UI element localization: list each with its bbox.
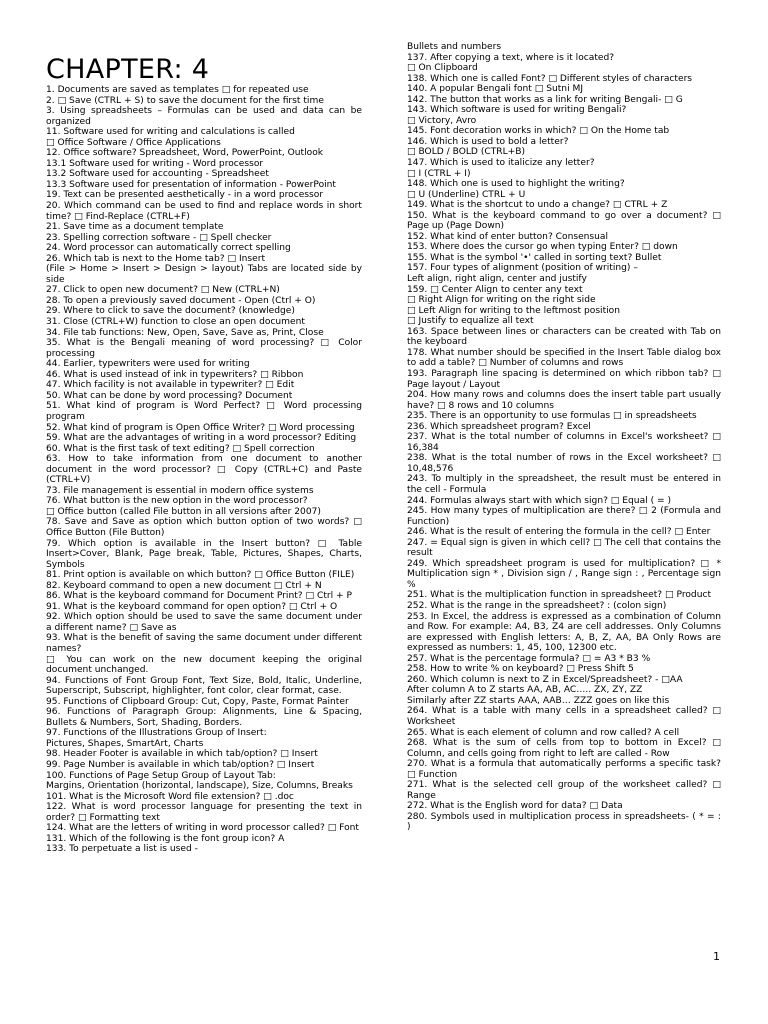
- document-line: 253. In Excel, the address is expressed as a combination of Column and Row. For example: A4, B3, Z4 are cell addresses. Only Columns are expressed with English letters: A, B, Z, AA, BA Only Rows are expressed as numbers: 1, 45, 100, 12300 etc.: [407, 611, 721, 654]
- document-line: 29. Where to click to save the document? (knowledge): [46, 306, 295, 317]
- document-line: □ Right Align for writing on the right side: [407, 295, 596, 306]
- document-line: 270. What is a formula that automatically performs a specific task? □ Function: [407, 759, 721, 780]
- document-line: 50. What can be done by word processing? Document: [46, 390, 293, 401]
- document-line: 268. What is the sum of cells from top to bottom in Excel? □ Column, and cells going from right to left are called - Row: [407, 738, 721, 759]
- document-line: 47. Which facility is not available in typewriter? □ Edit: [46, 380, 295, 391]
- document-line: 78. Save and Save as option which button option of two words? □ Office Button (File Button): [46, 517, 362, 538]
- document-line: 159. □ Center Align to center any text: [407, 284, 583, 295]
- document-line: 143. Which software is used for writing Bengali?: [407, 105, 627, 116]
- document-line: 1. Documents are saved as templates □ for repeated use: [46, 85, 309, 95]
- document-line: 100. Functions of Page Setup Group of Layout Tab:: [46, 770, 276, 781]
- document-line: 13.1 Software used for writing - Word processor: [46, 158, 264, 169]
- document-line: 243. To multiply in the spreadsheet, the result must be entered in the cell - Formula: [407, 474, 721, 495]
- document-line: 19. Text can be presented aesthetically - in a word processor: [46, 190, 324, 201]
- document-line: 124. What are the letters of writing in word processor called? □ Font: [46, 823, 359, 834]
- document-line: Margins, Orientation (horizontal, landscape), Size, Columns, Breaks: [46, 781, 353, 792]
- document-line: 153. Where does the cursor go when typing Enter? □ down: [407, 242, 678, 253]
- document-line: 145. Font decoration works in which? □ On the Home tab: [407, 126, 670, 137]
- document-line: □ Victory, Avro: [407, 115, 477, 126]
- document-line: 280. Symbols used in multiplication process in spreadsheets- ( * = : ): [407, 811, 721, 833]
- document-line: 204. How many rows and columns does the insert table part usually have? □ 8 rows and 10 columns: [407, 390, 721, 411]
- document-line: □ You can work on the new document keeping the original document unchanged.: [46, 654, 362, 676]
- document-line: 27. Click to open new document? □ New (CTRL+N): [46, 285, 280, 296]
- document-line: 63. How to take information from one document to another document in the word processor? □ Copy (CTRL+C) and Paste (CTRL+V): [46, 454, 362, 486]
- document-line: □ Left Align for writing to the leftmost position: [407, 305, 620, 316]
- document-line: 91. What is the keyboard command for open option? □ Ctrl + O: [46, 601, 338, 612]
- document-line: 52. What kind of program is Open Office Writer? □ Word processing: [46, 422, 355, 433]
- document-line: 133. To perpetuate a list is used -: [46, 844, 198, 855]
- document-line: 93. What is the benefit of saving the same document under different names?: [46, 633, 362, 654]
- document-line: 99. Page Number is available in which tab/option? □ Insert: [46, 760, 315, 770]
- document-line: 238. What is the total number of rows in the Excel worksheet? □ 10,48,576: [407, 453, 721, 474]
- left-column: [46, 42, 362, 855]
- document-line: 12. Office software? Spreadsheet, Word, PowerPoint, Outlook: [46, 148, 324, 159]
- document-line: □ Office button (called File button in all versions after 2007): [46, 506, 321, 517]
- document-line: 137. After copying a text, where is it located?: [407, 52, 615, 63]
- document-line: 271. What is the selected cell group of the worksheet called? □ Range: [407, 780, 721, 801]
- document-line: 178. What number should be specified in the Insert Table dialog box to add a table? □ Number of columns and rows: [407, 347, 721, 369]
- document-line: 97. Functions of the Illustrations Group of Insert:: [46, 728, 267, 739]
- document-line: Pictures, Shapes, SmartArt, Charts: [46, 738, 204, 749]
- document-line: 3. Using spreadsheets – Formulas can be used and data can be organized: [46, 106, 362, 127]
- page-number: 1: [713, 950, 720, 963]
- document-line: 257. What is the percentage formula? □ = A3 * B3 %: [407, 653, 651, 664]
- document-line: Bullets and numbers: [407, 42, 502, 52]
- document-line: 155. What is the symbol '•' called in sorting text? Bullet: [407, 252, 662, 263]
- document-line: 249. Which spreadsheet program is used for multiplication? □ * Multiplication sign * , Division sign / , Range sign : , Percentage sign %: [407, 558, 721, 590]
- document-line: 73. File management is essential in modern office systems: [46, 485, 314, 496]
- document-line: 157. Four types of alignment (position of writing) –: [407, 263, 638, 274]
- document-line: 44. Earlier, typewriters were used for writing: [46, 359, 250, 370]
- document-line: 264. What is a table with many cells in a spreadsheet called? □ Worksheet: [407, 706, 721, 727]
- document-line: 150. What is the keyboard command to go over a document? □ Page up (Page Down): [407, 210, 721, 232]
- document-line: 149. What is the shortcut to undo a change? □ CTRL + Z: [407, 200, 668, 211]
- document-line: Left align, right align, center and justify: [407, 274, 587, 285]
- document-line: 86. What is the keyboard command for Document Print? □ Ctrl + P: [46, 591, 353, 602]
- document-line: (File > Home > Insert > Design > layout) Tabs are located side by side: [46, 264, 362, 285]
- right-column-body: [407, 42, 721, 833]
- document-line: □ On Clipboard: [407, 63, 478, 74]
- document-line: 101. What is the Microsoft Word file extension? □ .doc: [46, 791, 294, 802]
- document-line: 147. Which is used to italicize any letter?: [407, 158, 595, 169]
- document-line: 60. What is the first task of text editing? □ Spell correction: [46, 443, 315, 454]
- document-line: 251. What is the multiplication function in spreadsheet? □ Product: [407, 590, 712, 601]
- document-line: 94. Functions of Font Group Font, Text Size, Bold, Italic, Underline, Superscript, Subscript, highlighter, font color, clear format, case.: [46, 675, 362, 697]
- document-line: 34. File tab functions: New, Open, Save, Save as, Print, Close: [46, 327, 324, 338]
- document-line: 246. What is the result of entering the formula in the cell? □ Enter: [407, 527, 711, 538]
- document-line: 20. Which command can be used to find and replace words in short time? □ Find-Replace (CTRL+F): [46, 201, 362, 222]
- document-line: 13.2 Software used for accounting - Spreadsheet: [46, 169, 269, 180]
- document-line: □ U (Underline) CTRL + U: [407, 189, 526, 200]
- document-line: 252. What is the range in the spreadsheet? : (colon sign): [407, 600, 667, 611]
- document-line: 245. How many types of multiplication are there? □ 2 (Formula and Function): [407, 506, 721, 527]
- document-line: 131. Which of the following is the font group icon? A: [46, 833, 285, 844]
- document-line: 235. There is an opportunity to use formulas □ in spreadsheets: [407, 411, 697, 422]
- document-line: □ BOLD / BOLD (CTRL+B): [407, 147, 526, 158]
- chapter-title: CHAPTER: 4: [46, 54, 210, 85]
- document-line: 146. Which is used to bold a letter?: [407, 136, 569, 147]
- document-line: 24. Word processor can automatically correct spelling: [46, 243, 291, 254]
- document-line: 236. Which spreadsheet program? Excel: [407, 421, 591, 432]
- left-column-body: [46, 85, 362, 855]
- document-line: 26. Which tab is next to the Home tab? □ Insert: [46, 253, 266, 264]
- document-line: 138. Which one is called Font? □ Different styles of characters: [407, 73, 693, 84]
- document-line: 35. What is the Bengali meaning of word processing? □ Color processing: [46, 338, 362, 359]
- document-line: 142. The button that works as a link for writing Bengali- □ G: [407, 94, 683, 105]
- document-line: 193. Paragraph line spacing is determined on which ribbon tab? □ Page layout / Layout: [407, 368, 721, 390]
- document-line: 247. = Equal sign is given in which cell? □ The cell that contains the result: [407, 537, 721, 559]
- document-line: 82. Keyboard command to open a new document □ Ctrl + N: [46, 580, 322, 591]
- document-line: 28. To open a previously saved document - Open (Ctrl + O): [46, 295, 316, 306]
- document-line: 96. Functions of Paragraph Group: Alignments, Line & Spacing, Bullets & Numbers, Sort, Shading, Borders.: [46, 707, 362, 728]
- document-line: 51. What kind of program is Word Perfect? □ Word processing program: [46, 401, 362, 422]
- document-line: 92. Which option should be used to save the same document under a different name? □ Save as: [46, 612, 362, 633]
- document-line: 46. What is used instead of ink in typewriters? □ Ribbon: [46, 369, 304, 380]
- document-line: 98. Header Footer is available in which tab/option? □ Insert: [46, 749, 318, 760]
- document-line: □ I (CTRL + I): [407, 168, 471, 179]
- document-line: 81. Print option is available on which button? □ Office Button (FILE): [46, 570, 355, 581]
- document-line: 152. What kind of enter button? Consensual: [407, 231, 609, 242]
- document-line: 95. Functions of Clipboard Group: Cut, Copy, Paste, Format Painter: [46, 696, 349, 707]
- document-line: 13.3 Software used for presentation of information - PowerPoint: [46, 179, 336, 190]
- document-line: After column A to Z starts AA, AB, AC….. ZX, ZY, ZZ: [407, 685, 643, 696]
- document-line: 23. Spelling correction software - □ Spell checker: [46, 232, 272, 243]
- document-line: 237. What is the total number of columns in Excel's worksheet? □ 16,384: [407, 432, 721, 453]
- document-line: 244. Formulas always start with which sign? □ Equal ( = ): [407, 495, 672, 506]
- document-line: 2. □ Save (CTRL + S) to save the document for the first time: [46, 95, 324, 106]
- document-line: Similarly after ZZ starts AAA, AAB… ZZZ goes on like this: [407, 695, 670, 706]
- document-line: 258. How to write % on keyboard? □ Press Shift 5: [407, 664, 634, 675]
- document-line: 11. Software used for writing and calculations is called: [46, 127, 295, 138]
- document-line: 272. What is the English word for data? □ Data: [407, 801, 623, 812]
- document-line: 148. Which one is used to highlight the writing?: [407, 179, 625, 190]
- document-line: □ Office Software / Office Applications: [46, 137, 221, 148]
- document-line: 59. What are the advantages of writing in a word processor? Editing: [46, 433, 357, 444]
- right-column: [407, 42, 721, 833]
- document-line: 163. Space between lines or characters can be created with Tab on the keyboard: [407, 326, 721, 348]
- document-line: □ Justify to equalize all text: [407, 316, 534, 327]
- document-line: 265. What is each element of column and row called? A cell: [407, 727, 680, 738]
- document-line: 79. Which option is available in the Insert button? □ Table Insert>Cover, Blank, Page break, Table, Pictures, Shapes, Charts, Symbols: [46, 538, 362, 570]
- document-line: 31. Close (CTRL+W) function to close an open document: [46, 317, 305, 328]
- document-line: 76. What button is the new option in the word processor?: [46, 496, 308, 507]
- document-line: 122. What is word processor language for presenting the text in order? □ Formatting text: [46, 802, 362, 823]
- document-line: 140. A popular Bengali font □ Sutni MJ: [407, 84, 584, 95]
- document-line: 21. Save time as a document template: [46, 222, 224, 233]
- document-line: 260. Which column is next to Z in Excel/Spreadsheet? - □AA: [407, 674, 683, 685]
